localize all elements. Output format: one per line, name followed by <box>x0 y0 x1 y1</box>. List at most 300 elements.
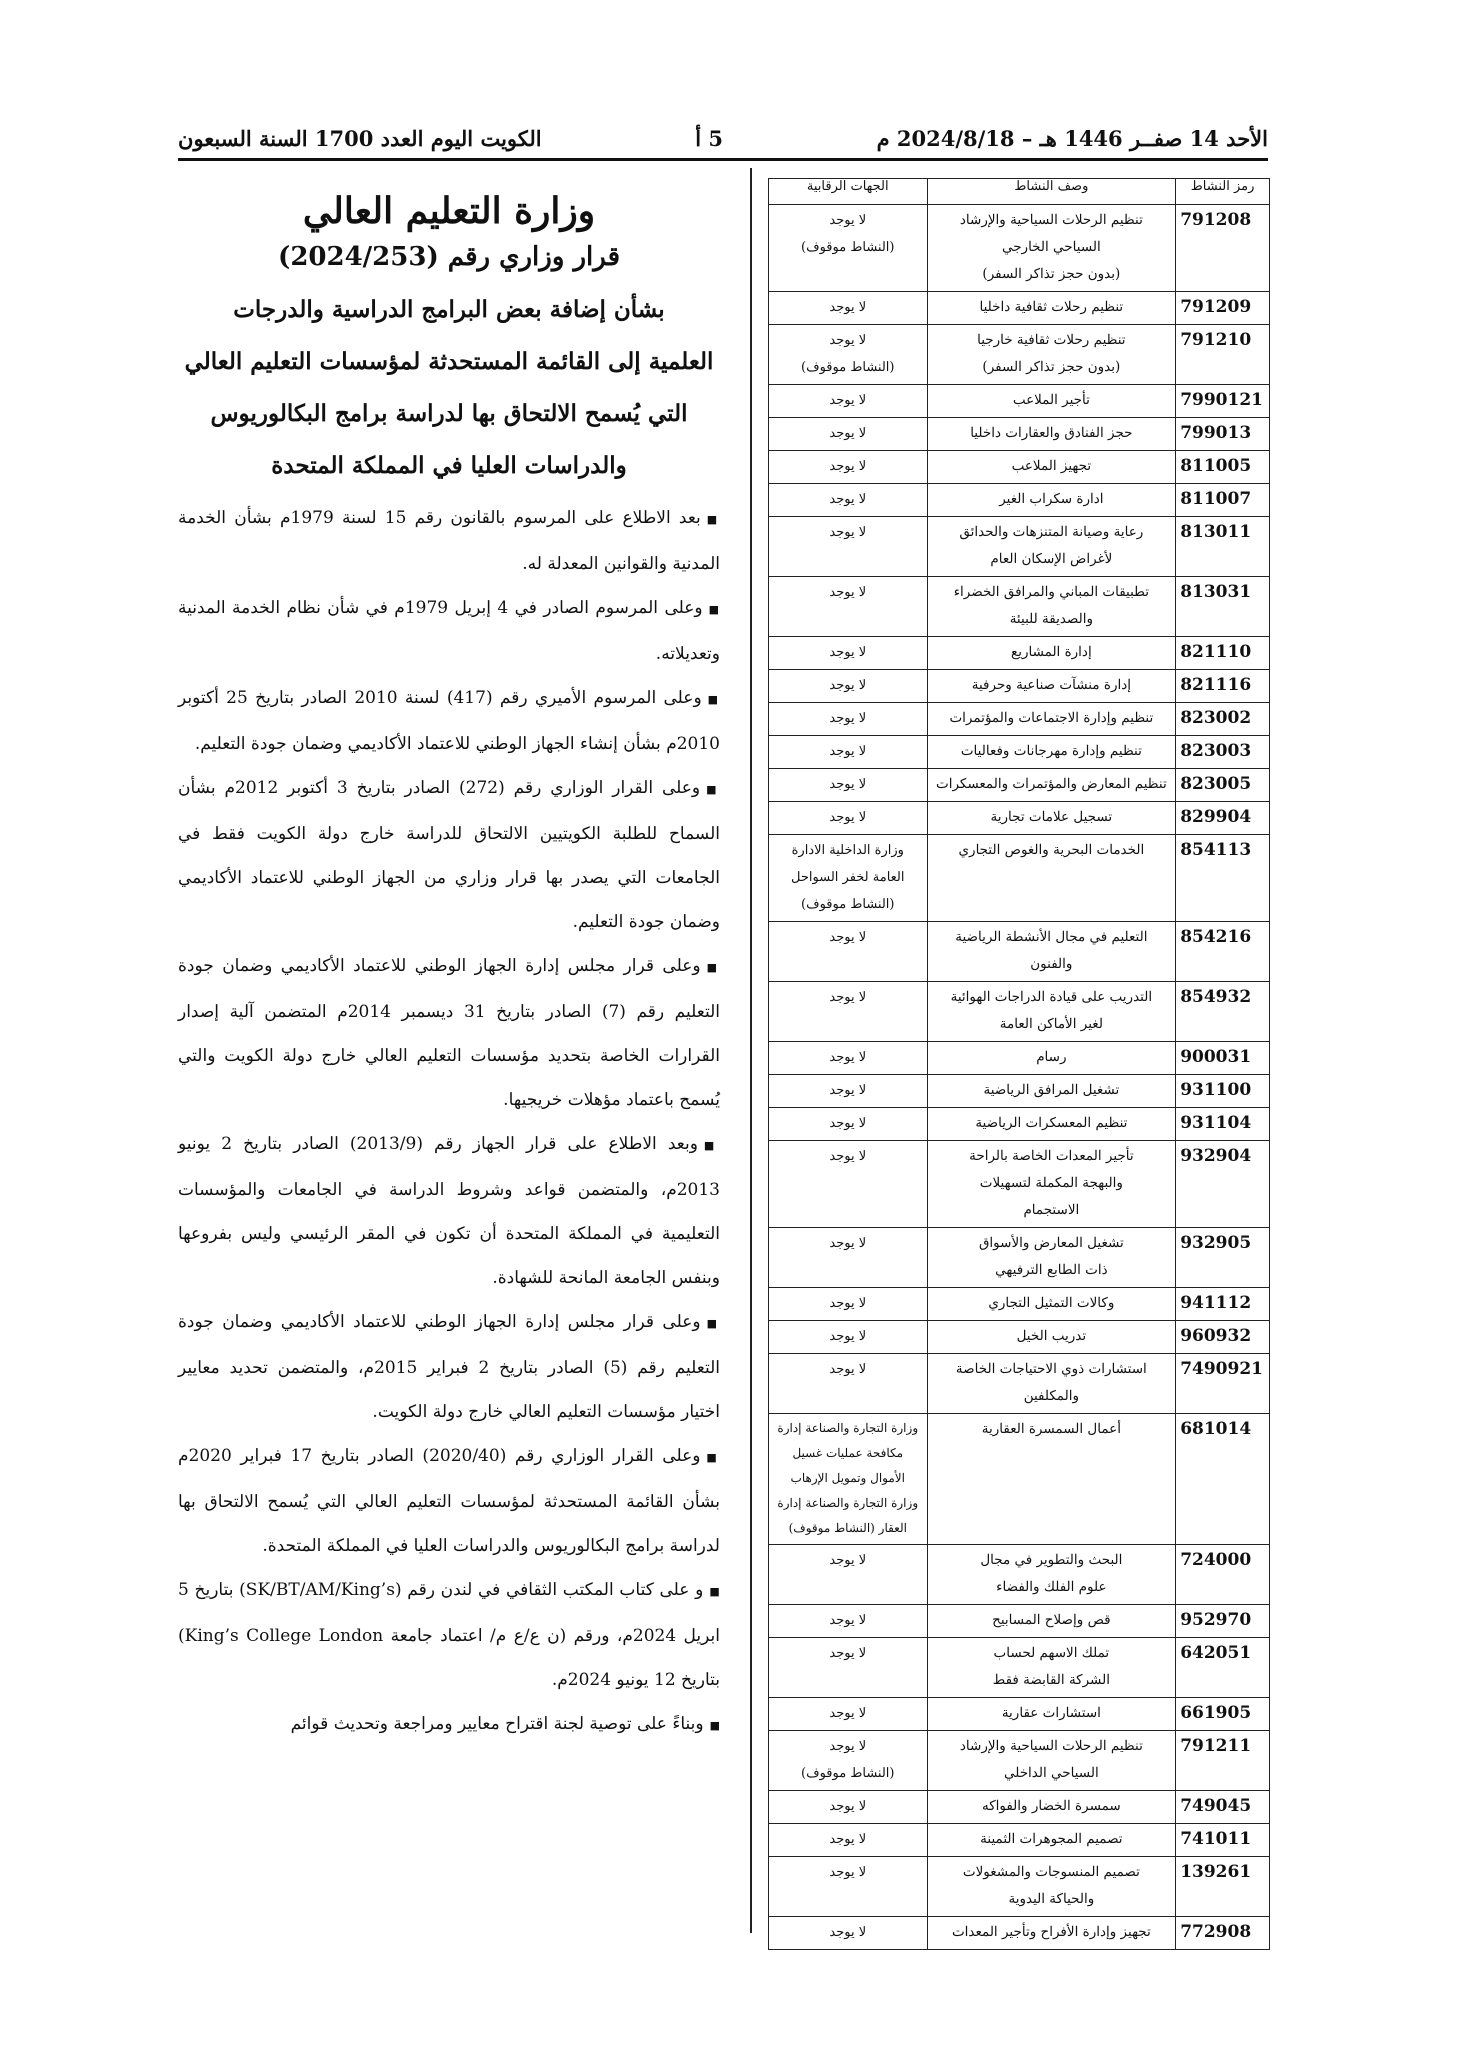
activity-description <box>927 1108 1176 1141</box>
authority-line: لا يوجد <box>829 744 867 759</box>
bullet-icon: ■ <box>706 513 720 526</box>
activity-code <box>1176 385 1270 418</box>
authority-line: لا يوجد <box>829 492 867 507</box>
description-line: تطبيقات المباني والمرافق الخضراء <box>953 584 1150 600</box>
table-row <box>769 835 1270 922</box>
table-row <box>769 1545 1270 1605</box>
activity-code <box>1176 484 1270 517</box>
regulatory-authority <box>769 1605 928 1638</box>
activity-code-text: 854113 <box>1180 840 1252 860</box>
activity-code <box>1176 1141 1270 1228</box>
bullet-icon: ■ <box>706 1451 720 1464</box>
activity-description <box>927 769 1176 802</box>
activity-code-text: 7490921 <box>1180 1359 1263 1379</box>
regulatory-authority <box>769 670 928 703</box>
activity-code-text: 813011 <box>1180 522 1252 542</box>
activity-code-text: 960932 <box>1180 1326 1252 1346</box>
paragraph-text: بعد الاطلاع على المرسوم بالقانون رقم 15 لسنة 1979م بشأن الخدمة المدنية والقوانين المعدلة له. <box>178 508 720 574</box>
description-line: ادارة سكراب الغير <box>999 491 1104 507</box>
authority-line: لا يوجد <box>829 1553 867 1568</box>
activity-code-text: 791208 <box>1180 210 1252 230</box>
regulatory-authority <box>769 1141 928 1228</box>
table-row <box>769 451 1270 484</box>
activity-code <box>1176 517 1270 577</box>
regulatory-authority <box>769 1075 928 1108</box>
activity-code-text: 823002 <box>1180 708 1252 728</box>
activity-description <box>927 517 1176 577</box>
authority-line: الأموال وتمويل الإرهاب <box>790 1471 905 1485</box>
authority-line: العقار (النشاط موقوف) <box>788 1521 907 1535</box>
table-row <box>769 1288 1270 1321</box>
regulatory-authority <box>769 922 928 982</box>
paragraph-text: وبعد الاطلاع على قرار الجهاز رقم (2013/9) الصادر بتاريخ 2 يونيو 2013م، والمتضمن قواعد وشروط الدراسة في الجامعات والمؤسسات التعليمية في المملكة المتحدة أن تكون في المقر الرئيسي وليس بفروعها وبنفس الجامعة المانحة للشهادة. <box>178 1134 720 1288</box>
activity-description <box>927 922 1176 982</box>
description-line: رعاية وصيانة المتنزهات والحدائق <box>959 524 1144 540</box>
table-row <box>769 577 1270 637</box>
table-row <box>769 205 1270 292</box>
table-row <box>769 703 1270 736</box>
table-row <box>769 1228 1270 1288</box>
description-line: والحياكة اليدوية <box>1008 1891 1095 1907</box>
authority-line: لا يوجد <box>829 1362 867 1377</box>
regulatory-authority <box>769 1731 928 1791</box>
bullet-icon: ■ <box>706 1317 720 1330</box>
preamble-paragraph <box>178 1434 720 1568</box>
decision-subject <box>178 284 720 492</box>
description-line: (بدون حجز تذاكر السفر) <box>982 359 1121 375</box>
table-row <box>769 1917 1270 1950</box>
activity-code-text: 741011 <box>1180 1829 1252 1849</box>
table-row <box>769 1791 1270 1824</box>
preamble-paragraph <box>178 1122 720 1300</box>
authority-line: لا يوجد <box>829 1799 867 1814</box>
table-row <box>769 922 1270 982</box>
authority-line: لا يوجد <box>829 1613 867 1628</box>
authority-line: وزارة التجارة والصناعة إدارة <box>777 1496 919 1510</box>
authority-line: لا يوجد <box>829 1083 867 1098</box>
description-line: ذات الطابع الترفيهي <box>995 1262 1108 1278</box>
activity-code <box>1176 1321 1270 1354</box>
activity-description <box>927 1791 1176 1824</box>
table-row <box>769 670 1270 703</box>
description-line: تجهيز الملاعب <box>1011 458 1092 474</box>
description-line: تنظيم المعارض والمؤتمرات والمعسكرات <box>936 776 1167 792</box>
regulatory-authority <box>769 982 928 1042</box>
activity-code-text: 952970 <box>1180 1610 1252 1630</box>
table-row <box>769 982 1270 1042</box>
description-line: تصميم المنسوجات والمشغولات <box>962 1864 1140 1880</box>
column-divider <box>750 168 752 1933</box>
activity-description <box>927 1075 1176 1108</box>
authority-line: وزارة التجارة والصناعة إدارة <box>777 1421 919 1435</box>
authority-line: لا يوجد <box>829 1865 867 1880</box>
activity-code <box>1176 1857 1270 1917</box>
bullet-icon: ■ <box>709 1719 720 1732</box>
description-line: تأجير المعدات الخاصة بالراحة <box>969 1148 1134 1164</box>
paragraph-text: وعلى القرار الوزاري رقم (2020/40) الصادر بتاريخ 17 فبراير 2020م بشأن القائمة المستحدثة لمؤسسات التعليم العالي التي يُسمح الالتحاق بها لدراسة برامج البكالوريوس والدراسات العليا في المملكة المتحدة. <box>178 1446 720 1556</box>
paragraph-text: وعلى المرسوم الصادر في 4 إبريل 1979م في شأن نظام الخدمة المدنية وتعديلاته. <box>178 598 720 664</box>
activity-description <box>927 1545 1176 1605</box>
description-line: سمسرة الخضار والفواكه <box>981 1798 1121 1814</box>
table-body <box>769 205 1270 1950</box>
authority-line: لا يوجد <box>829 711 867 726</box>
regulatory-authority <box>769 325 928 385</box>
authority-line: لا يوجد <box>829 459 867 474</box>
table-row <box>769 517 1270 577</box>
activity-code <box>1176 922 1270 982</box>
description-line: تنظيم المعسكرات الرياضية <box>975 1115 1128 1131</box>
regulatory-authority <box>769 1414 928 1545</box>
authority-line: العامة لخفر السواحل <box>791 870 905 885</box>
activity-description <box>927 325 1176 385</box>
paragraph-text: وبناءً على توصية لجنة اقتراح معايير ومراجعة وتحديث قوائم <box>290 1714 704 1734</box>
activity-code-text: 749045 <box>1180 1796 1252 1816</box>
description-line: تسجيل علامات تجارية <box>990 809 1113 825</box>
authority-line: لا يوجد <box>829 1739 867 1754</box>
subject-line: العلمية إلى القائمة المستحدثة لمؤسسات التعليم العالي <box>184 348 714 375</box>
activity-code <box>1176 802 1270 835</box>
activity-code <box>1176 835 1270 922</box>
regulatory-authority <box>769 1042 928 1075</box>
authority-line: لا يوجد <box>829 585 867 600</box>
activity-code <box>1176 451 1270 484</box>
regulatory-authority <box>769 205 928 292</box>
authority-line: لا يوجد <box>829 990 867 1005</box>
activity-description <box>927 1321 1176 1354</box>
authority-line: لا يوجد <box>829 1149 867 1164</box>
regulatory-authority <box>769 385 928 418</box>
gazette-issue: الكويت اليوم العدد 1700 السنة السبعون <box>178 125 542 151</box>
activity-code <box>1176 205 1270 292</box>
description-line: تأجير الملاعب <box>1012 392 1090 408</box>
page-number: 5 أ <box>695 125 723 151</box>
bullet-icon: ■ <box>703 1139 720 1152</box>
authority-line: لا يوجد <box>829 393 867 408</box>
subject-line: بشأن إضافة بعض البرامج الدراسية والدرجات <box>233 296 665 323</box>
regulatory-authority <box>769 1545 928 1605</box>
activity-code <box>1176 637 1270 670</box>
authority-line: لا يوجد <box>829 525 867 540</box>
activity-code <box>1176 1228 1270 1288</box>
description-line: رسام <box>1036 1049 1067 1065</box>
activity-description <box>927 1228 1176 1288</box>
paragraph-text: وعلى قرار مجلس إدارة الجهاز الوطني للاعتماد الأكاديمي وضمان جودة التعليم رقم (5) الصادر بتاريخ 2 فبراير 2015م، والمتضمن تحديد معايير اختيار مؤسسات التعليم العالي خارج دولة الكويت. <box>178 1312 721 1422</box>
activity-code <box>1176 1288 1270 1321</box>
activity-description <box>927 703 1176 736</box>
preamble-paragraph <box>178 1702 720 1748</box>
activity-description <box>927 1698 1176 1731</box>
authority-line: لا يوجد <box>829 1236 867 1251</box>
description-line: الشركة القابضة فقط <box>992 1672 1110 1688</box>
bullet-icon: ■ <box>709 1585 720 1598</box>
activity-description <box>927 1042 1176 1075</box>
activity-code-text: 799013 <box>1180 423 1252 443</box>
activity-code <box>1176 1791 1270 1824</box>
description-line: السياحي الداخلي <box>1003 1765 1099 1781</box>
regulatory-authority <box>769 451 928 484</box>
description-line: الاستجمام <box>1023 1202 1080 1218</box>
activity-description <box>927 385 1176 418</box>
table-row <box>769 1731 1270 1791</box>
description-line: علوم الفلك والفضاء <box>996 1579 1107 1595</box>
description-line: التعليم في مجال الأنشطة الرياضية <box>955 929 1148 945</box>
description-line: وكالات التمثيل التجاري <box>988 1295 1115 1311</box>
activity-code <box>1176 769 1270 802</box>
table-row <box>769 1354 1270 1414</box>
regulatory-authority <box>769 769 928 802</box>
authority-line: (النشاط موقوف) <box>801 1766 895 1781</box>
table-row <box>769 1414 1270 1545</box>
activity-code-text: 642051 <box>1180 1643 1252 1663</box>
activities-table-container <box>768 178 1270 1950</box>
activity-code <box>1176 292 1270 325</box>
activity-code-text: 791211 <box>1180 1736 1252 1756</box>
activity-code-text: 724000 <box>1180 1550 1252 1570</box>
table-row <box>769 736 1270 769</box>
description-line: تنظيم رحلات ثقافية داخليا <box>979 299 1124 315</box>
activity-code-text: 821116 <box>1180 675 1252 695</box>
bullet-icon: ■ <box>708 603 720 616</box>
header-desc: وصف النشاط <box>927 179 1176 205</box>
description-line: الخدمات البحرية والغوص التجاري <box>958 842 1145 858</box>
description-line: تنظيم وإدارة مهرجانات وفعاليات <box>960 743 1142 759</box>
authority-line: لا يوجد <box>829 426 867 441</box>
table-row <box>769 637 1270 670</box>
activity-code-text: 139261 <box>1180 1862 1252 1882</box>
activity-description <box>927 1731 1176 1791</box>
activity-code-text: 829904 <box>1180 807 1252 827</box>
description-line: والبهجة المكملة لتسهيلات <box>979 1175 1123 1191</box>
activity-code-text: 821110 <box>1180 642 1252 662</box>
activity-description <box>927 736 1176 769</box>
table-row <box>769 802 1270 835</box>
authority-line: لا يوجد <box>829 333 867 348</box>
regulatory-authority <box>769 577 928 637</box>
activity-code-text: 811007 <box>1180 489 1252 509</box>
activity-code <box>1176 1731 1270 1791</box>
authority-line: لا يوجد <box>829 645 867 660</box>
activity-code <box>1176 1545 1270 1605</box>
authority-line: لا يوجد <box>829 1646 867 1661</box>
issue-date: الأحد 14 صفــر 1446 هـ – 2024/8/18 م <box>876 125 1268 151</box>
description-line: أعمال السمسرة العقارية <box>981 1421 1121 1437</box>
page-header <box>178 118 1268 158</box>
authority-line: (النشاط موقوف) <box>801 360 895 375</box>
preamble-paragraph <box>178 1300 720 1434</box>
regulatory-authority <box>769 1321 928 1354</box>
table-row <box>769 769 1270 802</box>
activity-code-text: 791210 <box>1180 330 1252 350</box>
activity-description <box>927 418 1176 451</box>
activity-code-text: 791209 <box>1180 297 1252 317</box>
activity-code-text: 854932 <box>1180 987 1252 1007</box>
regulatory-authority <box>769 1228 928 1288</box>
regulatory-authority <box>769 1857 928 1917</box>
activity-code <box>1176 325 1270 385</box>
activity-code-text: 823003 <box>1180 741 1252 761</box>
table-row <box>769 1321 1270 1354</box>
activity-description <box>927 577 1176 637</box>
description-line: لغير الأماكن العامة <box>999 1016 1103 1032</box>
activity-description <box>927 982 1176 1042</box>
activity-code-text: 681014 <box>1180 1419 1252 1439</box>
subject-line: والدراسات العليا في المملكة المتحدة <box>271 452 627 479</box>
activity-code <box>1176 1698 1270 1731</box>
activity-description <box>927 484 1176 517</box>
table-row <box>769 325 1270 385</box>
description-line: التدريب على قيادة الدراجات الهوائية <box>950 989 1153 1005</box>
regulatory-authority <box>769 1354 928 1414</box>
authority-line: لا يوجد <box>829 810 867 825</box>
header-auth: الجهات الرقابية <box>769 179 928 205</box>
authority-line: لا يوجد <box>829 213 867 228</box>
activity-code <box>1176 736 1270 769</box>
paragraph-text: وعلى القرار الوزاري رقم (272) الصادر بتاريخ 3 أكتوبر 2012م بشأن السماح للطلبة الكويتيين الالتحاق للدراسة خارج دولة الكويت فقط في الجامعات التي يصدر بها قرار وزاري من الجهاز الوطني للاعتماد الأكاديمي وضمان جودة التعليم. <box>178 778 720 932</box>
preamble-paragraph <box>178 496 720 586</box>
activity-code <box>1176 1075 1270 1108</box>
activity-description <box>927 1605 1176 1638</box>
activity-code <box>1176 1638 1270 1698</box>
authority-line: لا يوجد <box>829 1925 867 1940</box>
table-row <box>769 418 1270 451</box>
authority-line: لا يوجد <box>829 300 867 315</box>
regulatory-authority <box>769 418 928 451</box>
table-row <box>769 1141 1270 1228</box>
activity-description <box>927 835 1176 922</box>
regulatory-authority <box>769 802 928 835</box>
authority-line: لا يوجد <box>829 678 867 693</box>
activity-code-text: 900031 <box>1180 1047 1252 1067</box>
description-line: إدارة منشآت صناعية وحرفية <box>971 677 1131 693</box>
activity-code <box>1176 1354 1270 1414</box>
regulatory-authority <box>769 517 928 577</box>
activity-code <box>1176 1042 1270 1075</box>
activity-code-text: 772908 <box>1180 1922 1252 1942</box>
table-row <box>769 1042 1270 1075</box>
bullet-icon: ■ <box>706 961 720 974</box>
activity-code-text: 932905 <box>1180 1233 1252 1253</box>
activity-code-text: 661905 <box>1180 1703 1252 1723</box>
bullet-icon: ■ <box>706 783 721 796</box>
activity-description <box>927 451 1176 484</box>
description-line: استشارات عقارية <box>1001 1705 1101 1721</box>
activity-code-text: 854216 <box>1180 927 1252 947</box>
description-line: حجز الفنادق والعقارات داخليا <box>970 425 1133 441</box>
activities-table <box>768 178 1270 1950</box>
activity-description <box>927 802 1176 835</box>
regulatory-authority <box>769 1917 928 1950</box>
activity-description <box>927 1288 1176 1321</box>
authority-line: لا يوجد <box>829 930 867 945</box>
regulatory-authority <box>769 637 928 670</box>
description-line: والفنون <box>1030 956 1073 972</box>
activity-description <box>927 1857 1176 1917</box>
table-row <box>769 1857 1270 1917</box>
regulatory-authority <box>769 1288 928 1321</box>
activity-description <box>927 1141 1176 1228</box>
activity-code <box>1176 577 1270 637</box>
regulatory-authority <box>769 1698 928 1731</box>
activity-description <box>927 637 1176 670</box>
description-line: تملك الاسهم لحساب <box>993 1645 1110 1661</box>
preamble-paragraph <box>178 1568 720 1702</box>
activity-description <box>927 1824 1176 1857</box>
description-line: السياحي الخارجي <box>1001 239 1101 255</box>
authority-line: لا يوجد <box>829 1329 867 1344</box>
authority-line: (النشاط موقوف) <box>801 240 895 255</box>
description-line: تصميم المجوهرات الثمينة <box>980 1831 1123 1847</box>
header-code: رمز النشاط <box>1176 179 1270 205</box>
table-header-row <box>769 179 1270 205</box>
description-line: تنظيم الرحلات السياحية والإرشاد <box>959 212 1143 228</box>
header-rule <box>178 158 1268 161</box>
description-line: تشغيل المعارض والأسواق <box>978 1235 1124 1251</box>
paragraph-text: وعلى قرار مجلس إدارة الجهاز الوطني للاعتماد الأكاديمي وضمان جودة التعليم رقم (7) الصادر بتاريخ 31 ديسمبر 2014م المتضمن آلية إصدار القرارات الخاصة بتحديد مؤسسات التعليم العالي خارج دولة الكويت والتي يُسمح باعتماد مؤهلات خريجيها. <box>178 956 720 1110</box>
table-row <box>769 292 1270 325</box>
description-line: والصديقة للبيئة <box>1009 611 1094 627</box>
table-row <box>769 1698 1270 1731</box>
regulatory-authority <box>769 703 928 736</box>
activity-code-text: 823005 <box>1180 774 1252 794</box>
decision-column <box>178 178 720 1748</box>
table-row <box>769 1638 1270 1698</box>
subject-line: التي يُسمح الالتحاق بها لدراسة برامج البكالوريوس <box>210 400 688 427</box>
ministry-title: وزارة التعليم العالي <box>302 190 596 232</box>
activity-code <box>1176 418 1270 451</box>
table-row <box>769 484 1270 517</box>
authority-line: لا يوجد <box>829 1706 867 1721</box>
regulatory-authority <box>769 736 928 769</box>
activity-code <box>1176 982 1270 1042</box>
description-line: استشارات ذوي الاحتياجات الخاصة والمكلفين <box>955 1361 1147 1404</box>
table-row <box>769 1108 1270 1141</box>
activity-description <box>927 670 1176 703</box>
description-line: إدارة المشاريع <box>1011 644 1092 660</box>
table-row <box>769 1824 1270 1857</box>
description-line: تنظيم الرحلات السياحية والإرشاد <box>959 1738 1143 1754</box>
authority-line: لا يوجد <box>829 1116 867 1131</box>
regulatory-authority <box>769 292 928 325</box>
regulatory-authority <box>769 1824 928 1857</box>
description-line: البحث والتطوير في مجال <box>980 1552 1123 1568</box>
description-line: تنظيم رحلات ثقافية خارجيا <box>977 332 1126 348</box>
description-line: تشغيل المرافق الرياضية <box>983 1082 1120 1098</box>
preamble-paragraph <box>178 766 720 944</box>
authority-line: مكافحة عمليات غسيل <box>792 1446 904 1460</box>
activity-code-text: 7990121 <box>1180 390 1263 410</box>
authority-line: لا يوجد <box>829 1296 867 1311</box>
table-row <box>769 1075 1270 1108</box>
authority-line: (النشاط موقوف) <box>801 897 895 912</box>
activity-code-text: 931100 <box>1180 1080 1252 1100</box>
activity-code <box>1176 1108 1270 1141</box>
activity-description <box>927 205 1176 292</box>
paragraph-text: وعلى المرسوم الأميري رقم (417) لسنة 2010 الصادر بتاريخ 25 أكتوبر 2010م بشأن إنشاء الجهاز الوطني للاعتماد الأكاديمي وضمان جودة التعليم. <box>178 688 720 754</box>
activity-code <box>1176 703 1270 736</box>
activity-code <box>1176 1414 1270 1545</box>
authority-line: لا يوجد <box>829 1832 867 1847</box>
preamble-paragraphs <box>178 496 720 1748</box>
description-line: لأغراض الإسكان العام <box>990 551 1113 567</box>
activity-description <box>927 1638 1176 1698</box>
bullet-icon: ■ <box>707 693 720 706</box>
activity-code <box>1176 1605 1270 1638</box>
activity-description <box>927 1917 1176 1950</box>
table-row <box>769 1605 1270 1638</box>
regulatory-authority <box>769 1638 928 1698</box>
table-row <box>769 385 1270 418</box>
activity-code <box>1176 1917 1270 1950</box>
